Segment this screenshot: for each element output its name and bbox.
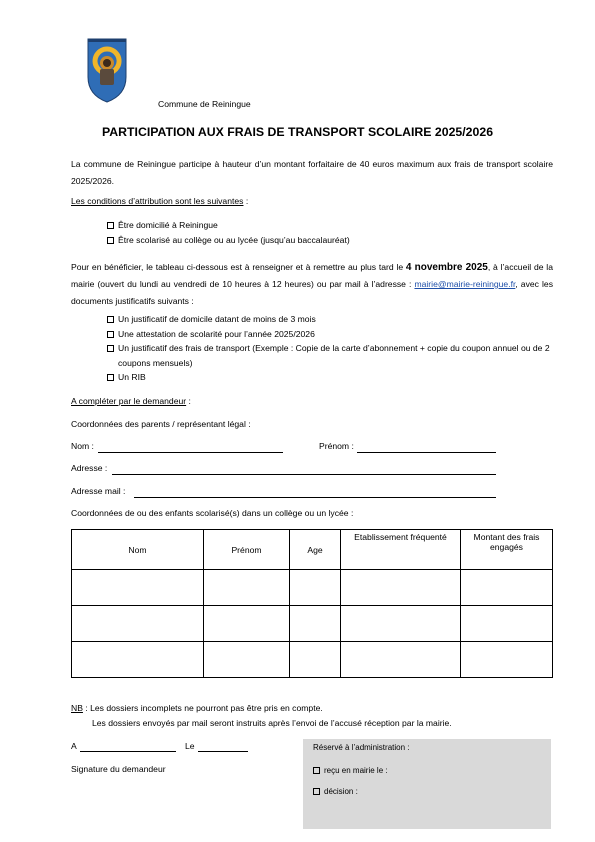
note-line-1 <box>71 703 323 713</box>
checkbox-icon[interactable] <box>107 331 114 338</box>
checkbox-icon[interactable] <box>107 237 114 244</box>
deadline-date: 4 novembre 2025 <box>405 262 488 273</box>
signature-place-field[interactable] <box>80 751 176 752</box>
conditions-heading <box>71 193 553 210</box>
table-cell[interactable] <box>461 606 553 642</box>
nom-field[interactable] <box>98 452 283 453</box>
admin-decision-label: décision : <box>324 787 358 796</box>
document-item-label: Un RIB <box>118 372 146 383</box>
conditions-list <box>107 218 350 248</box>
table-cell[interactable] <box>290 642 341 678</box>
document-item-label: Une attestation de scolarité pour l’année 2025/2026 <box>118 328 315 339</box>
note-nb: NB <box>71 703 83 713</box>
checkbox-icon[interactable] <box>107 345 114 352</box>
children-label: Coordonnées de ou des enfants scolarisé(s) dans un collège ou un lycée : <box>71 508 354 518</box>
checkbox-icon[interactable] <box>107 374 114 381</box>
prenom-label: Prénom : <box>319 441 354 451</box>
signature-date-field[interactable] <box>198 751 248 752</box>
table-cell[interactable] <box>290 606 341 642</box>
applicant-heading-text: A compléter par le demandeur <box>71 396 187 406</box>
document-item-label: Un justificatif des frais de transport (Exemple : Copie de la carte d’abonnement + copie du coupon annuel ou de 2 coupons mensuels) <box>118 343 550 368</box>
column-header-nom: Nom <box>72 530 204 570</box>
table-cell[interactable] <box>341 642 461 678</box>
applicant-heading <box>71 396 191 406</box>
table-row <box>72 606 553 642</box>
nom-label: Nom : <box>71 441 94 451</box>
mairie-email-link[interactable]: mairie@mairie-reiningue.fr <box>414 279 516 289</box>
intro-paragraph: La commune de Reiningue participe à hauteur d’un montant forfaitaire de 40 euros maximum aux frais de transport scolaire 2025/2026. <box>71 159 553 186</box>
column-header-etablissement: Etablissement fréquenté <box>341 530 461 570</box>
admin-title: Réservé à l’administration : <box>313 743 410 752</box>
document-item <box>107 312 553 327</box>
signature-label: Signature du demandeur <box>71 764 166 774</box>
column-header-montant: Montant des frais engagés <box>461 530 553 570</box>
instructions-part3: , avec les documents justificatifs suivants : <box>71 279 553 306</box>
document-item <box>107 370 553 385</box>
instructions-part1: Pour en bénéficier, le tableau ci-dessous est à renseigner et à remettre au plus tard le <box>71 262 406 272</box>
table-row <box>72 642 553 678</box>
table-cell[interactable] <box>204 570 290 606</box>
condition-item <box>107 233 350 248</box>
adresse-mail-field[interactable] <box>134 497 496 498</box>
documents-list <box>107 312 553 385</box>
table-cell[interactable] <box>72 606 204 642</box>
instructions-part2: , à l’accueil de la mairie (ouvert du lundi au vendredi de 10 heures à 12 heures) ou par mail à l’adresse : <box>71 262 553 289</box>
checkbox-icon[interactable] <box>313 788 320 795</box>
note-line-2: Les dossiers envoyés par mail seront instruits après l’envoi de l’accusé réception par la mairie. <box>92 718 452 728</box>
column-header-age: Age <box>290 530 341 570</box>
table-cell[interactable] <box>290 570 341 606</box>
document-item <box>107 327 553 342</box>
table-cell[interactable] <box>204 606 290 642</box>
table-cell[interactable] <box>72 642 204 678</box>
checkbox-icon[interactable] <box>107 316 114 323</box>
parents-label: Coordonnées des parents / représentant légal : <box>71 419 251 429</box>
table-cell[interactable] <box>341 606 461 642</box>
admin-reserved-box <box>303 739 551 829</box>
document-item-label: Un justificatif de domicile datant de moins de 3 mois <box>118 314 316 324</box>
table-cell[interactable] <box>72 570 204 606</box>
page-title: PARTICIPATION AUX FRAIS DE TRANSPORT SCOLAIRE 2025/2026 <box>101 125 494 139</box>
admin-decision <box>313 787 358 796</box>
admin-received-label: reçu en mairie le : <box>324 766 388 775</box>
adresse-mail-label: Adresse mail : <box>71 486 126 496</box>
prenom-field[interactable] <box>357 452 496 453</box>
condition-item-label: Être scolarisé au collège ou au lycée (jusqu’au baccalauréat) <box>118 235 350 245</box>
admin-received <box>313 766 388 775</box>
table-cell[interactable] <box>341 570 461 606</box>
adresse-label: Adresse : <box>71 463 108 473</box>
conditions-heading-colon: : <box>243 196 249 206</box>
table-cell[interactable] <box>461 570 553 606</box>
adresse-field[interactable] <box>112 474 496 475</box>
instructions-paragraph <box>71 259 553 310</box>
commune-name: Commune de Reiningue <box>158 99 251 109</box>
condition-item <box>107 218 350 233</box>
document-item <box>107 341 553 370</box>
condition-item-label: Être domicilié à Reiningue <box>118 220 218 230</box>
conditions-heading-text: Les conditions d’attribution sont les suivantes <box>71 196 244 206</box>
table-cell[interactable] <box>204 642 290 678</box>
signature-le-label: Le <box>185 741 195 751</box>
children-table <box>71 529 553 678</box>
signature-a-label: A <box>71 741 77 751</box>
table-cell[interactable] <box>461 642 553 678</box>
table-header-row <box>72 530 553 570</box>
note-line-1-text: : Les dossiers incomplets ne pourront pas être pris en compte. <box>82 703 323 713</box>
reiningue-coat-of-arms-logo <box>87 37 127 104</box>
checkbox-icon[interactable] <box>107 222 114 229</box>
column-header-prenom: Prénom <box>204 530 290 570</box>
checkbox-icon[interactable] <box>313 767 320 774</box>
applicant-heading-colon: : <box>186 396 191 406</box>
table-row <box>72 570 553 606</box>
